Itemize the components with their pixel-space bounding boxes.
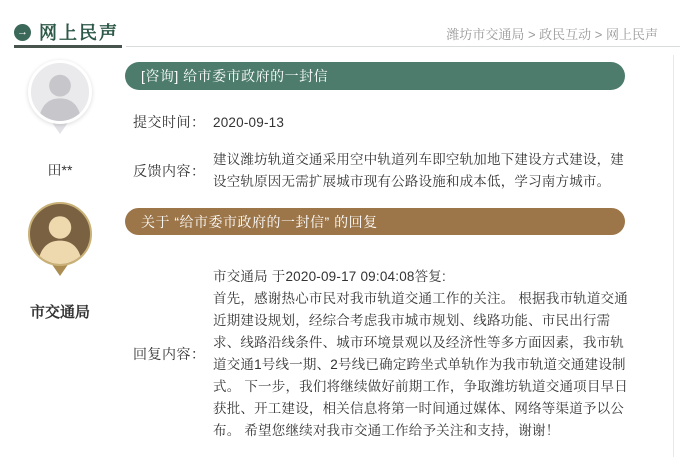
user-name: 田** bbox=[47, 162, 73, 178]
breadcrumb[interactable]: 潍坊市交通局 > 政民互动 > 网上民声 bbox=[446, 27, 658, 42]
submit-time-label: 提交时间： bbox=[133, 114, 206, 130]
arrow-right-circle-icon: → bbox=[14, 24, 31, 41]
feedback-row bbox=[133, 149, 629, 193]
title-underline bbox=[14, 45, 122, 48]
page-header bbox=[14, 19, 119, 45]
reply-title-bar: 关于 “给市委市政府的一封信” 的回复 bbox=[125, 208, 625, 235]
page-right-border bbox=[673, 55, 674, 457]
page-title: 网上民声 bbox=[39, 23, 119, 43]
submit-time-row bbox=[133, 112, 629, 134]
reply-content bbox=[213, 266, 629, 442]
reply-body: 首先，感谢热心市民对我市轨道交通工作的关注。 根据我市轨道交通近期建设规划，经综合考虑我市城市规划、线路功能、市民出行需求、线路沿线条件、城市环境景观以及经济性等多方面因素，我市轨道交通1号线一期、2号线已确定跨坐式单轨作为我市轨道交通建设制式。 下一步，我们将继续做好前期工作，争取潍坊轨道交通项目早日获批、开工建设，相关信息将第一时间通过媒体、网络等渠道予以公布。 希望您继续对我市交通工作给予关注和支持，谢谢！ bbox=[213, 291, 628, 438]
question-title-bar: [咨询] 给市委市政府的一封信 bbox=[125, 62, 625, 90]
agency-avatar bbox=[28, 202, 92, 276]
person-silhouette-icon bbox=[28, 60, 92, 124]
header-divider bbox=[126, 46, 680, 47]
reply-meta: 市交通局 于2020-09-17 09:04:08答复: bbox=[213, 269, 446, 284]
feedback-label: 反馈内容： bbox=[133, 163, 206, 179]
user-avatar bbox=[28, 60, 92, 134]
reply-row bbox=[133, 266, 629, 442]
reply-label: 回复内容： bbox=[133, 346, 206, 362]
agency-name: 市交通局 bbox=[29, 304, 90, 321]
feedback-text: 建议潍坊轨道交通采用空中轨道列车即空轨加地下建设方式建设，建设空轨原因无需扩展城市现有公路设施和成本低，学习南方城市。 bbox=[213, 152, 624, 189]
person-silhouette-icon bbox=[28, 202, 92, 266]
submit-time-value: 2020-09-13 bbox=[213, 115, 285, 130]
